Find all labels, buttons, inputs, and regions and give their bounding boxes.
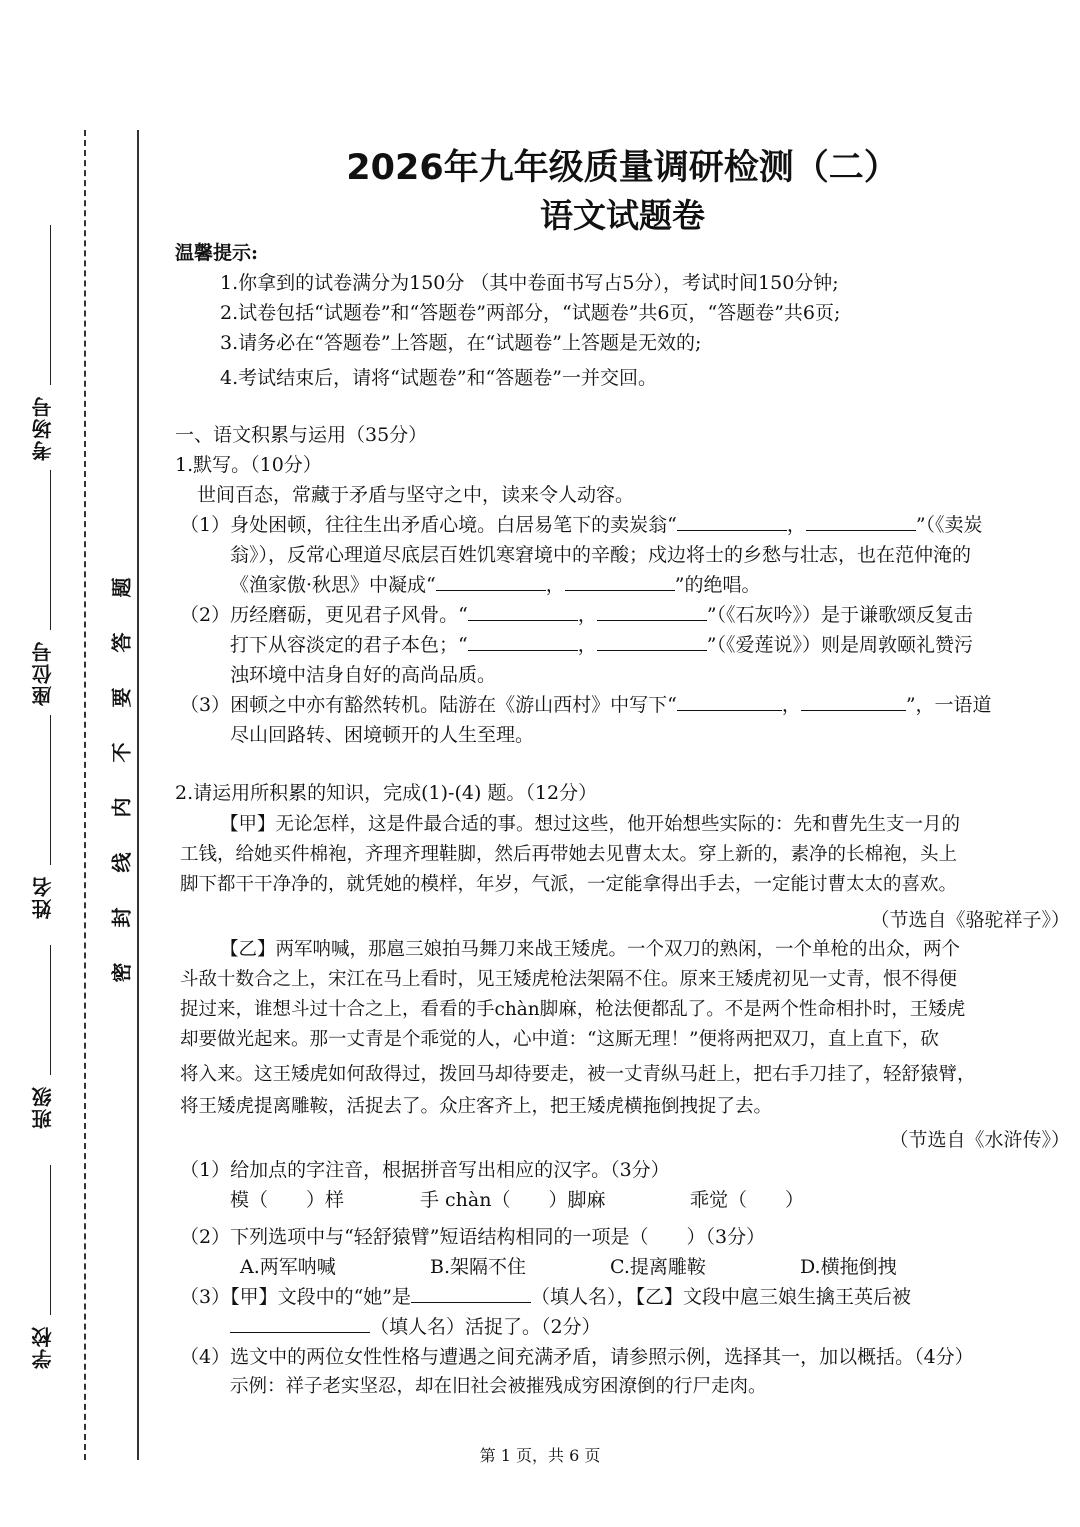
text: 打下从容淡定的君子本色；“ [230,634,468,656]
answer-blank[interactable] [468,602,578,621]
text: ， [577,634,597,656]
yi-line: 却要做光起来。那一丈青是个乖觉的人，心中道：“这厮无理！”便将两把双刀，直上直下，砍 [180,1029,939,1050]
q1-p2-line2 [230,630,973,657]
exam-title: 2026年九年级质量调研检测（二） [346,148,899,188]
answer-blank[interactable] [597,602,707,621]
text: ”，一语道 [905,694,992,716]
q2-s1-item: 手 chàn（ ）脚麻 [420,1189,606,1211]
yi-line: 【乙】两军呐喊，那扈三娘拍马舞刀来战王矮虎。一个双刀的熟闲，一个单枪的出众，两个 [220,939,961,960]
q1-p2-line1 [180,600,973,627]
tip-item: 4.考试结束后，请将“试题卷”和“答题卷”一并交回。 [220,367,657,389]
text: ”的绝唱。 [674,574,761,596]
seal-notice [110,560,134,1000]
exam-room-blank[interactable] [50,225,51,385]
section-heading: 一、语文积累与运用（35分） [175,424,428,446]
q1-p1-line1 [180,510,983,537]
answer-blank[interactable] [677,692,782,711]
seal-char: 要 [109,687,134,708]
binding-line [137,130,139,1460]
q2-s4-heading: （4）选文中的两位女性性格与遭遇之间充满矛盾，请参照示例，选择其一，加以概括。（4分） [180,1346,974,1368]
school-label: 学校 [31,1325,55,1369]
seal-char: 题 [109,577,134,598]
cut-line-dashed [84,130,86,1460]
text: ”（《卖炭 [915,514,983,536]
school-blank[interactable] [50,1165,51,1315]
seal-char: 内 [109,797,134,818]
exam-subtitle: 语文试题卷 [540,196,705,235]
q2-s2-option[interactable]: B.架隔不住 [430,1256,527,1278]
tip-item: 1.你拿到的试卷满分为150分 （其中卷面书写占5分），考试时间150分钟; [220,272,839,294]
answer-blank[interactable] [806,512,916,531]
yi-line: 斗敌十数合之上，宋江在马上看时，见王矮虎枪法架隔不住。原来王矮虎初见一丈青，恨不得便 [180,969,958,990]
jia-line: 脚下都干干净净的，就凭她的模样，年岁，气派，一定能拿得出手去，一定能讨曹太太的喜欢。 [180,874,958,895]
answer-blank[interactable] [230,1314,370,1333]
answer-blank[interactable] [411,1284,531,1303]
text: ， [577,604,597,626]
text: 《渔家傲·秋思》中凝成“ [230,574,436,596]
answer-blank[interactable] [677,512,787,531]
q2-s2-option[interactable]: A.两军呐喊 [240,1256,336,1278]
answer-blank[interactable] [436,572,546,591]
seal-char: 答 [109,632,134,653]
q1-p3-line2: 尽山回路转、困境顿开的人生至理。 [230,724,535,746]
tip-item: 3.请务必在“答题卷”上答题，在“试题卷”上答题是无效的; [220,332,702,354]
seat-blank[interactable] [50,470,51,630]
seal-char: 不 [109,742,134,763]
answer-blank[interactable] [597,632,707,651]
name-label: 姓名 [31,875,55,919]
text: （3）【甲】文段中的“她”是 [180,1286,412,1308]
q2-s3-line2 [230,1312,601,1339]
seal-char: 线 [109,852,134,873]
class-blank[interactable] [50,945,51,1075]
text: ， [786,514,806,536]
yi-source: （节选自《水浒传》） [889,1129,1070,1151]
q1-heading: 1.默写。（10分） [175,454,322,476]
q1-p3-line1 [180,690,992,717]
text: ”（《爱莲说》）则是周敦颐礼赞污 [706,634,973,656]
answer-blank[interactable] [468,632,578,651]
jia-line: 【甲】无论怎样，这是件最合适的事。想过这些，他开始想些实际的：先和曹先生支一月的 [220,814,961,835]
q2-s2-option[interactable]: D.横拖倒拽 [800,1256,897,1278]
text: （填人名）活捉了。（2分） [370,1316,601,1338]
class-label: 班级 [31,1085,55,1129]
jia-line: 工钱，给她买件棉袍，齐理齐理鞋脚，然后再带她去见曹太太。穿上新的，素净的长棉袍，头上 [180,844,958,865]
q2-s2-heading: （2）下列选项中与“轻舒猿臂”短语结构相同的一项是（ ）（3分） [180,1226,766,1248]
text: （1）身处困顿，往往生出矛盾心境。白居易笔下的卖炭翁“ [180,514,677,536]
text: （3）困顿之中亦有豁然转机。陆游在《游山西村》中写下“ [180,694,677,716]
q1-p1-line2: 翁》），反常心理道尽底层百姓饥寒窘境中的辛酸；戍边将士的乡愁与壮志，也在范仲淹的 [230,544,972,566]
text: ”（《石灰吟》）是于谦歌颂反复击 [706,604,974,626]
tip-item: 2.试卷包括“试题卷”和“答题卷”两部分，“试题卷”共6页，“答题卷”共6页; [220,302,841,324]
text: ， [781,694,801,716]
yi-line: 捉过来，谁想斗过十合之上，看看的手chàn脚麻，枪法便都乱了。不是两个性命相扑时，王矮虎 [180,999,966,1020]
text: ， [545,574,565,596]
text: （2）历经磨砺，更见君子风骨。“ [180,604,468,626]
text: （填人名），【乙】文段中扈三娘生擒王英后被 [531,1286,912,1308]
jia-source: （节选自《骆驼祥子》） [870,909,1070,931]
q2-s3-line1 [180,1282,911,1309]
page-footer: 第 1 页，共 6 页 [479,1446,601,1465]
q1-intro: 世间百态，常藏于矛盾与坚守之中，读来令人动容。 [197,484,635,506]
q2-s1-heading: （1）给加点的字注音，根据拼音写出相应的汉字。（3分） [180,1159,670,1181]
tips-heading: 温馨提示: [175,242,259,264]
seal-char: 密 [109,962,134,983]
yi-line: 将入来。这王矮虎如何敌得过，拨回马却待要走，被一丈青纵马赶上，把右手刀挂了，轻舒猿臂， [180,1064,976,1085]
q2-s1-item: 模（ ）样 [230,1189,345,1211]
exam-room-label: 考场号 [31,395,55,461]
q2-s2-option[interactable]: C.提离雕鞍 [610,1256,706,1278]
seal-char: 封 [109,907,134,928]
q2-heading: 2.请运用所积累的知识，完成(1)-(4) 题。（12分） [175,782,598,804]
q2-s4-example: 示例：祥子老实坚忍，却在旧社会被摧残成穷困潦倒的行尸走肉。 [230,1376,767,1397]
answer-blank[interactable] [565,572,675,591]
yi-line: 将王矮虎提离雕鞍，活捉去了。众庄客齐上，把王矮虎横拖倒拽捉了去。 [180,1096,773,1117]
answer-blank[interactable] [801,692,906,711]
q1-p1-line3 [230,570,761,597]
q2-s1-item: 乖觉（ ） [690,1189,805,1211]
name-blank[interactable] [50,715,51,865]
seat-label: 座位号 [31,640,55,706]
q1-p2-line3: 浊环境中洁身自好的高尚品质。 [230,664,497,686]
